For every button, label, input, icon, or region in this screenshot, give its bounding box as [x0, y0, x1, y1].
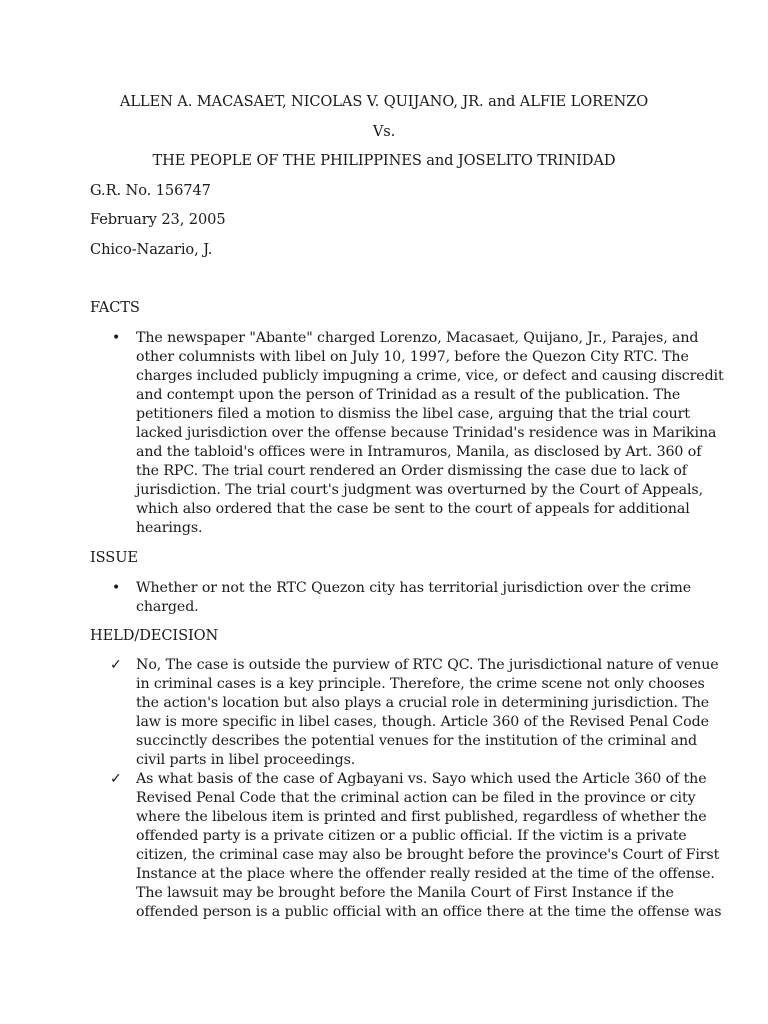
facts-line: other columnists with libel on July 10, 1997, before the Quezon City RTC. The	[136, 349, 689, 365]
facts-line: lacked jurisdiction over the offense because Trinidad's residence was in Marikina	[136, 425, 717, 441]
held-line: succinctly describes the potential venues for the institution of the criminal and	[136, 733, 698, 749]
held-line: the action's location but also plays a crucial role in determining jurisdiction. The	[136, 695, 710, 711]
facts-line: jurisdiction. The trial court's judgment was overturned by the Court of Appeals,	[136, 482, 704, 498]
held-line: law is more specific in libel cases, though. Article 360 of the Revised Penal Code	[136, 714, 709, 730]
held-line: where the libelous item is printed and first published, regardless of whether the	[136, 809, 707, 825]
facts-heading: FACTS	[90, 299, 140, 316]
held-line: offended person is a public official with an office there at the time the offense was	[136, 904, 722, 920]
petitioners-title: ALLEN A. MACASAET, NICOLAS V. QUIJANO, JR. and ALFIE LORENZO	[119, 93, 649, 110]
held-line: No, The case is outside the purview of RTC QC. The jurisdictional nature of venue	[136, 657, 719, 673]
issue-line: Whether or not the RTC Quezon city has territorial jurisdiction over the crime	[136, 580, 691, 596]
ponente: Chico-Nazario, J.	[90, 241, 213, 258]
decision-date: February 23, 2005	[90, 211, 226, 228]
held-line: Revised Penal Code that the criminal action can be filed in the province or city	[136, 790, 696, 806]
check-icon: ✓	[110, 657, 122, 673]
issue-heading: ISSUE	[90, 549, 138, 566]
facts-line: petitioners filed a motion to dismiss the libel case, arguing that the trial court	[136, 406, 690, 422]
check-icon: ✓	[110, 771, 122, 787]
issue-line: charged.	[136, 599, 199, 615]
facts-bullet-icon: •	[112, 330, 121, 346]
facts-line: charges included publicly impugning a crime, vice, or defect and causing discredit	[136, 368, 724, 384]
held-line: civil parts in libel proceedings.	[136, 752, 356, 768]
respondents-title: THE PEOPLE OF THE PHILIPPINES and JOSELITO TRINIDAD	[152, 152, 616, 169]
facts-line: the RPC. The trial court rendered an Order dismissing the case due to lack of	[136, 463, 687, 479]
facts-line: The newspaper "Abante" charged Lorenzo, Macasaet, Quijano, Jr., Parajes, and	[136, 330, 699, 346]
facts-line: hearings.	[136, 520, 203, 536]
held-line: citizen, the criminal case may also be brought before the province's Court of First	[136, 847, 720, 863]
gr-number: G.R. No. 156747	[90, 182, 211, 199]
versus-label: Vs.	[372, 123, 396, 140]
facts-line: which also ordered that the case be sent to the court of appeals for additional	[136, 501, 690, 517]
held-line: As what basis of the case of Agbayani vs. Sayo which used the Article 360 of the	[136, 771, 707, 787]
facts-line: and the tabloid's offices were in Intramuros, Manila, as disclosed by Art. 360 of	[136, 444, 702, 460]
issue-bullet-icon: •	[112, 580, 121, 596]
held-line: in criminal cases is a key principle. Therefore, the crime scene not only chooses	[136, 676, 705, 692]
held-line: The lawsuit may be brought before the Manila Court of First Instance if the	[136, 885, 674, 901]
held-line: offended party is a private citizen or a public official. If the victim is a private	[136, 828, 687, 844]
held-heading: HELD/DECISION	[90, 627, 219, 644]
held-line: Instance at the place where the offender really resided at the time of the offense.	[136, 866, 715, 882]
facts-line: and contempt upon the person of Trinidad as a result of the publication. The	[136, 387, 681, 403]
